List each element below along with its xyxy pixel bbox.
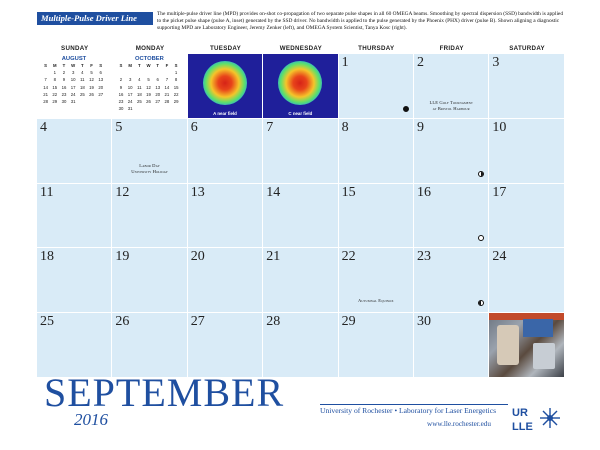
weekday-sunday: SUNDAY (61, 45, 89, 52)
day-number: 21 (266, 249, 281, 265)
weekday-friday: FRIDAY (439, 45, 464, 52)
day-number: 10 (492, 119, 507, 135)
day-number: 5 (115, 119, 123, 135)
day-number: 25 (40, 314, 54, 330)
day-cell[interactable] (489, 119, 565, 184)
day-number: 22 (341, 249, 356, 265)
day-number: 14 (266, 184, 281, 200)
day-cell[interactable] (188, 184, 263, 249)
mini-calendar-grid: S M T W T F S 1 2 3 4 5 6 7 8 9 10 11 12 13 14 15 16 17 18 19 20 21 22 23 24 25 26 27 28 29 30 31 (118, 63, 179, 112)
weekday-wednesday: WEDNESDAY (279, 45, 323, 52)
mini-calendar-august (37, 54, 112, 119)
day-cell[interactable] (37, 248, 112, 313)
day-cell[interactable] (414, 248, 489, 313)
holiday-note: Labor Day University Holiday (131, 162, 168, 174)
day-cell[interactable] (414, 119, 489, 184)
day-number: 27 (190, 314, 205, 330)
day-number: 8 (341, 119, 349, 135)
day-cell[interactable] (263, 184, 338, 249)
day-number: 12 (115, 184, 130, 200)
day-cell[interactable] (37, 119, 112, 184)
near-field-image-a (188, 54, 263, 119)
day-cell[interactable] (112, 184, 187, 249)
image-caption: C near field (288, 110, 313, 116)
day-number: 15 (341, 184, 356, 200)
day-cell[interactable] (188, 248, 263, 313)
calendar-grid (37, 54, 565, 378)
day-number: 3 (492, 55, 500, 70)
day-number: 4 (40, 119, 47, 135)
day-number: 13 (190, 184, 205, 200)
day-number: 23 (417, 249, 431, 265)
day-number: 28 (266, 314, 281, 330)
day-number: 24 (492, 249, 507, 265)
day-cell[interactable] (339, 248, 414, 313)
weekday-thursday: THURSDAY (358, 45, 395, 52)
day-number: 6 (190, 119, 198, 135)
day-cell[interactable] (414, 184, 489, 249)
weekday-saturday: SATURDAY (509, 45, 545, 52)
day-number: 9 (417, 119, 424, 135)
last-quarter-moon-icon (478, 300, 484, 306)
weekday-header-row (37, 43, 565, 54)
header-title: Multiple-Pulse Driver Line (37, 12, 153, 25)
day-number: 26 (115, 314, 130, 330)
event-note: Autumnal Equinox (357, 298, 394, 304)
footer-divider (320, 404, 508, 405)
day-cell[interactable] (112, 248, 187, 313)
header (37, 10, 565, 40)
day-cell[interactable] (263, 248, 338, 313)
day-number: 29 (341, 314, 356, 330)
near-field-image-c (263, 54, 338, 119)
day-number: 1 (341, 55, 349, 70)
day-cell[interactable] (339, 313, 414, 378)
first-quarter-moon-icon (478, 171, 484, 177)
year-title: 2016 (74, 410, 108, 429)
day-number: 18 (40, 249, 54, 265)
day-cell[interactable] (489, 248, 565, 313)
month-title: SEPTEMBER (44, 370, 285, 415)
logo-text-ur: UR (512, 407, 528, 419)
weekday-tuesday: TUESDAY (209, 45, 242, 52)
day-cell[interactable] (339, 184, 414, 249)
day-cell[interactable] (263, 313, 338, 378)
day-number: 2 (417, 55, 424, 70)
full-moon-icon (478, 235, 484, 241)
ur-lle-logo (510, 404, 562, 434)
day-cell[interactable] (37, 313, 112, 378)
day-cell[interactable] (188, 313, 263, 378)
weekday-monday: MONDAY (135, 45, 165, 52)
mini-calendar-grid: S M T W T F S 1 2 3 4 5 6 7 8 9 10 11 12 13 14 15 16 17 18 19 20 21 22 23 24 25 26 27 28 29 30 31 (43, 63, 104, 104)
day-cell[interactable] (37, 184, 112, 249)
logo-text-lle: LLE (512, 421, 533, 433)
day-cell[interactable] (489, 184, 565, 249)
day-cell[interactable] (339, 54, 414, 119)
day-cell[interactable] (188, 119, 263, 184)
image-caption: A near field (213, 110, 237, 116)
day-number: 16 (417, 184, 431, 200)
website-link[interactable]: www.lle.rochester.edu (427, 420, 491, 428)
day-cell[interactable] (112, 119, 187, 184)
lab-photo (489, 313, 565, 378)
mini-calendar-october (112, 54, 187, 119)
day-cell[interactable] (112, 313, 187, 378)
organization-name: University of Rochester • Laboratory for Laser Energetics (320, 406, 497, 415)
day-number: 19 (115, 249, 130, 265)
day-number: 7 (266, 119, 274, 135)
day-number: 17 (492, 184, 507, 200)
day-number: 11 (40, 184, 54, 200)
event-note: LLE Golf Tournament at Bristol Harbour (429, 100, 473, 111)
day-number: 30 (417, 314, 431, 330)
day-number: 20 (190, 249, 205, 265)
day-cell[interactable] (339, 119, 414, 184)
day-cell[interactable] (263, 119, 338, 184)
day-cell[interactable] (414, 54, 489, 119)
day-cell[interactable] (414, 313, 489, 378)
new-moon-icon (403, 106, 409, 112)
mini-calendar-title: AUGUST (61, 56, 87, 62)
header-description: The multiple-pulse driver line (MPD) provides on-shot co-propagation of two separate pulse shapes in all 60 OMEGA beams. Smoothing by spectral dispersion (SSD) bandwidth is applied to the picket pulse shape (pulse A, inset) generated by the SSD driver. No bandwidth is applied to the pulse generated by the Phoenix (PHX) driver (pulse B). Shown aligning a diagnostic supporting MPD are Laboratory Engineer, Jeremy Zenker (left), and OMEGA System Scientist, Tanya Kosc (right). (157, 11, 564, 32)
day-cell[interactable] (489, 54, 565, 119)
mini-calendar-title: OCTOBER (134, 56, 164, 62)
